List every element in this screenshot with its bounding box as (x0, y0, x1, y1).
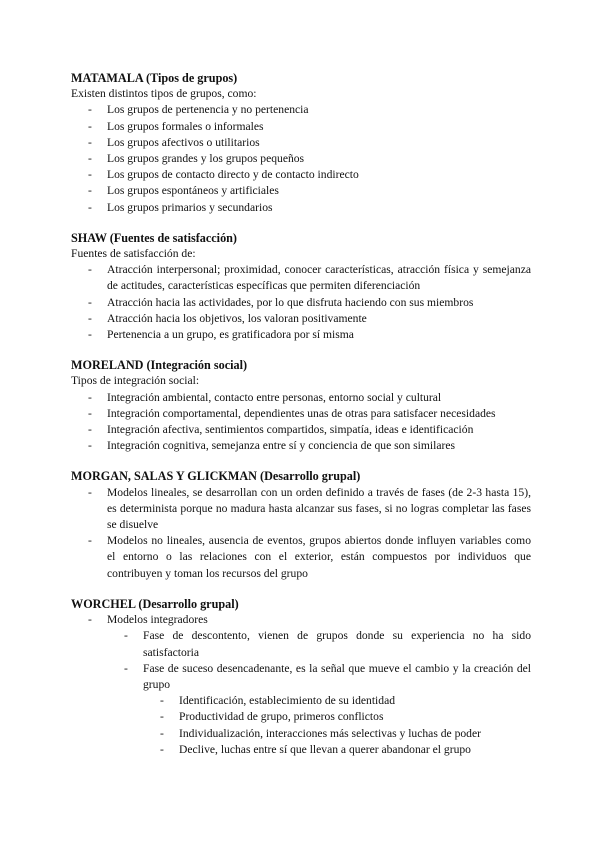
bullet-dash: - (88, 295, 92, 309)
section-heading: MORELAND (Integración social) (71, 358, 248, 373)
bullet-list (71, 612, 531, 758)
bullet-dash: - (88, 168, 92, 182)
bullet-dash: - (88, 534, 92, 548)
list-item-text: Los grupos de pertenencia y no pertenencia (107, 103, 309, 117)
bullet-dash: - (160, 710, 164, 724)
bullet-dash: - (124, 661, 128, 675)
list-item-text: Modelos integradores (107, 613, 208, 627)
list-item-text: Atracción hacia las actividades, por lo que disfruta haciendo con sus miembros (107, 295, 474, 309)
section-shaw (71, 230, 531, 343)
section-heading: MATAMALA (Tipos de grupos) (71, 71, 238, 85)
bullet-dash: - (88, 103, 92, 117)
list-item (71, 406, 531, 422)
list-item (71, 533, 531, 582)
list-item (71, 422, 531, 438)
sub-sub-list-item (71, 693, 531, 709)
bullet-list (71, 102, 531, 215)
bullet-dash: - (88, 152, 92, 166)
bullet-list (71, 262, 531, 343)
bullet-dash: - (88, 263, 92, 277)
section-worchel (71, 596, 531, 758)
bullet-list (71, 485, 531, 582)
list-item (71, 135, 531, 151)
bullet-dash: - (88, 119, 92, 133)
sub-sub-list-item (71, 726, 531, 742)
section-heading: WORCHEL (Desarrollo grupal) (71, 596, 239, 611)
bullet-dash: - (88, 200, 92, 214)
list-item-text: Fase de suceso desencadenante, es la señal que mueve el cambio y la creación del grupo (143, 661, 531, 691)
bullet-dash: - (88, 328, 92, 342)
list-item (71, 167, 531, 183)
bullet-dash: - (160, 742, 164, 756)
list-item-text: Los grupos de contacto directo y de contacto indirecto (107, 168, 359, 182)
sub-sub-list-item (71, 709, 531, 725)
bullet-list (71, 390, 531, 455)
list-item-text: Los grupos grandes y los grupos pequeños (107, 152, 305, 166)
bullet-dash: - (88, 439, 92, 453)
list-item-text: Los grupos afectivos o utilitarios (107, 135, 260, 149)
bullet-dash: - (160, 726, 164, 740)
list-item-text: Individualización, interacciones más selectivas y luchas de poder (179, 726, 481, 740)
list-item (71, 183, 531, 199)
list-item (71, 119, 531, 135)
list-item-text: Integración cognitiva, semejanza entre sí y conciencia de que son similares (107, 439, 455, 453)
list-item-text: Integración ambiental, contacto entre personas, entorno social y cultural (107, 390, 442, 404)
list-item (71, 438, 531, 454)
bullet-dash: - (160, 694, 164, 708)
bullet-dash: - (88, 311, 92, 325)
list-item (71, 151, 531, 167)
section-intro: Tipos de integración social: (71, 374, 200, 388)
bullet-dash: - (88, 390, 92, 404)
section-heading: SHAW (Fuentes de satisfacción) (71, 230, 237, 245)
list-item-text: Modelos lineales, se desarrollan con un orden definido a través de fases (de 2-3 hasta 15), es determinista porque no madura hasta alcanzar sus fases, si no logras completar las fases se disuelve (107, 485, 531, 532)
list-item (71, 327, 531, 343)
list-item-text: Identificación, establecimiento de su identidad (179, 694, 396, 708)
section-intro: Existen distintos tipos de grupos, como: (71, 87, 257, 101)
list-item (71, 311, 531, 327)
bullet-dash: - (88, 135, 92, 149)
list-item (71, 262, 531, 294)
list-item (71, 612, 531, 628)
section-moreland (71, 357, 531, 454)
section-matamala (71, 70, 531, 216)
bullet-dash: - (124, 629, 128, 643)
list-item-text: Atracción interpersonal; proximidad, conocer características, atracción física y semejanza de actitudes, características específicas que permiten diferenciación (107, 263, 531, 293)
section-heading: MORGAN, SALAS Y GLICKMAN (Desarrollo grupal) (71, 469, 361, 484)
bullet-dash: - (88, 406, 92, 420)
sub-list-item (71, 661, 531, 693)
section-intro: Fuentes de satisfacción de: (71, 247, 196, 261)
list-item-text: Declive, luchas entre sí que llevan a querer abandonar el grupo (179, 742, 471, 756)
list-item-text: Atracción hacia los objetivos, los valoran positivamente (107, 311, 367, 325)
bullet-dash: - (88, 184, 92, 198)
list-item (71, 390, 531, 406)
list-item (71, 102, 531, 118)
sub-sub-list-item (71, 742, 531, 758)
list-item-text: Integración comportamental, dependientes unas de otras para satisfacer necesidades (107, 406, 496, 420)
list-item-text: Los grupos primarios y secundarios (107, 200, 273, 214)
list-item-text: Modelos no lineales, ausencia de eventos, grupos abiertos donde influyen variables como el entorno o las relaciones con el exterior, están compuestos por individuos que contribuyen y toman los recursos del grupo (107, 534, 531, 580)
bullet-dash: - (88, 423, 92, 437)
list-item-text: Pertenencia a un grupo, es gratificadora por sí misma (107, 328, 354, 342)
list-item-text: Productividad de grupo, primeros conflictos (179, 710, 384, 724)
list-item-text: Los grupos formales o informales (107, 119, 264, 133)
list-item-text: Los grupos espontáneos y artificiales (107, 184, 279, 198)
list-item (71, 485, 531, 534)
sub-list-item (71, 628, 531, 660)
bullet-dash: - (88, 485, 92, 499)
list-item-text: Fase de descontento, vienen de grupos donde su experiencia no ha sido satisfactoria (143, 629, 531, 659)
list-item-text: Integración afectiva, sentimientos compartidos, simpatía, ideas e identificación (107, 423, 474, 437)
list-item (71, 295, 531, 311)
list-item (71, 200, 531, 216)
document-page (71, 70, 531, 772)
bullet-dash: - (88, 613, 92, 627)
section-morgan-salas-glickman (71, 468, 531, 581)
